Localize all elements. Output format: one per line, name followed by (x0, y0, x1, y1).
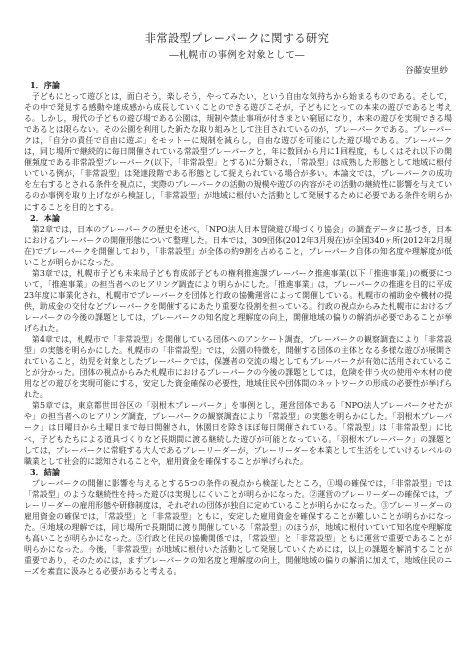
section-heading: 1．序論 (30, 80, 60, 90)
section-introduction (24, 80, 452, 213)
paper-title: 非常設型プレーパークに関する研究 (144, 32, 330, 45)
paper-subtitle: ―札幌市の事例を対象として― (169, 50, 305, 61)
paragraph: 第2章では，日本のプレーパークの歴史を述べ，「NPO法人日本冒険遊び場づくり協会」の調査データに基づき，日本におけるプレーパークの開催形態について整理した。日本では，309団体(2012年3月現在)が全国340ヶ所(2012年2月現在)でプレーパークを開催しており，「非常設型」が全体の約9割を占めること，プレーパーク自体の知名度や理解度が低いことが明らかになった。 (24, 224, 452, 267)
paragraph: 子どもにとって遊びとは，面白そう，楽しそう，やってみたい，という自由な気持ちから始まるものである。そして，その中で発見する感動や達成感から成長していくことのできる遊びこそが，子どもにとっての本来の遊びであると考える。しかし，現代の子どもの遊び場である公園は，規制や禁止事項が付きまとい窮屈になり，本来の遊びを実現できる場であるとは限らない。その公園を利用した新たな取り組みとして注目されているのが，プレーパークである。プレーパークは，「自分の責任で自由に遊ぶ」をモットーに規制を減らし，自由な遊びを可能にした遊び場である。プレーパークは，同じ場所で継続的に毎日開催されている常設型プレーパークと，年に数回から月に1回程度，もしくはそれ以下の開催頻度である非常設型プレーパーク(以下，「非常設型」とする)に分類され，「常設型」は成熟した形態として地域に根付いている例が，「非常設型」は発達段階である形態として捉えられている場合が多い。本論文では，プレーパークの成功を左右するとされる条件を視点に，実際のプレーパークの活動の規模や遊びの内容がその活動の継続性に影響を与えているのか事例を取り上げながら検証し，「非常設型」が地域に根付いた活動として発展するために必要である条件を明らかにすることを目的とする。 (24, 92, 452, 212)
paragraph: 第5章では，東京都世田谷区の「羽根木プレーパーク」を事例とし，運営団体である「NPO法人プレーパークせたがや」の担当者へのヒアリング調査，プレーパークの観察調査により「常設型」の実態を明らかにした。「羽根木プレーパーク」は日曜日から土曜日まで毎日開催され，休園日を除きほぼ毎日開催されている。「常設型」は「非常設型」に比べ，子どもたちによる道具づくりなど長期間に渡る継続した遊びが可能となっている。「羽根木プレーパーク」の課題としては，プレーパークに常駐する大人であるプレーリーダーが，プレーリーダーを本業として生活をしていけるレベルの職業として社会的に認知されることや，雇用資金を確保することが挙げられた。 (24, 401, 452, 466)
section-heading: 3．結論 (30, 466, 60, 477)
document-body (24, 80, 452, 577)
author-name: 谷藤安里紗 (405, 66, 448, 76)
section-main-body (24, 213, 452, 467)
section-heading: 2．本論 (30, 212, 60, 223)
paragraph: 第3章では，札幌市子ども未来局子ども育成部子どもの権利推進課プレーパーク推進事業(以下「推進事業」)の概要について，「推進事業」の担当者へのヒアリング調査により明らかにした。「推進事業」は，プレーパークの推進を目的に平成23年度に事業化され，札幌市でプレーパークを団体と行政の協働運営によって開催している。札幌市の補助金や機材の提供，助成金の交付などプレーパークを開催するにあたり重要な役割を担っている。行政の視点からみた札幌市におけるプレーパークの今後の課題としては，プレーパークの知名度と理解度の向上，開催地域の偏りの解消が必要であることが挙げられた。 (24, 268, 453, 334)
paragraph: プレーパークの開催に影響を与えるとする5つの条件の視点から検証したところ，①場の確保では，「非常設型」では「常設型」のような継続性を持った遊びは実現しにくいことが明らかになった。②運営のプレーリーダーの確保では，プレーリーダーの雇用形態や研修制度は，それぞれの団体が独自に定めていることが明らかになった。③プレーリーダーの雇用資金の確保では，「常設型」と「非常設型」ともに，安定した雇用資金を確保することが難しいことが明らかになった。④地域の理解では，同じ場所で長期間に渡り開催している「常設型」のほうが，地域に根付いていて知名度や理解度も高いことが明らかになった。⑤行政と住民の協働関係では，「常設型」と「非常設型」ともに運営で重要であることが明らかになった。今後，「非常設型」が地域に根付いた活動として発展していくためには，以上の課題を解消することが重要であり，そのためには，まずプレーパークの知名度と理解度の向上，開催地域の偏りの解消に加えて，地域住民のニーズを素直に汲みとる必要があると考える。 (24, 478, 452, 577)
section-conclusion (24, 467, 452, 577)
paragraph: 第4章では，札幌市で「非常設型」を開催している団体へのアンケート調査，プレーパークの観察調査により「非常設型」の実態を明らかにした。札幌市の「非常設型」では，公園の特徴を，開催する団体の主体となる多様な遊びが展開されていること，幼児を対象としたプレーパークでは，保護者の交流の場としてもプレーパークが有効に活用されていることが分かった。団体の視点からみた札幌市におけるプレーパークの今後の課題としては，危険を伴う火の使用や木材の使用などの遊びを実現可能にする，安定した資金確保の必要性，地域住民や団体間のネットワークの形成の必要性が挙げられた。 (24, 335, 452, 400)
